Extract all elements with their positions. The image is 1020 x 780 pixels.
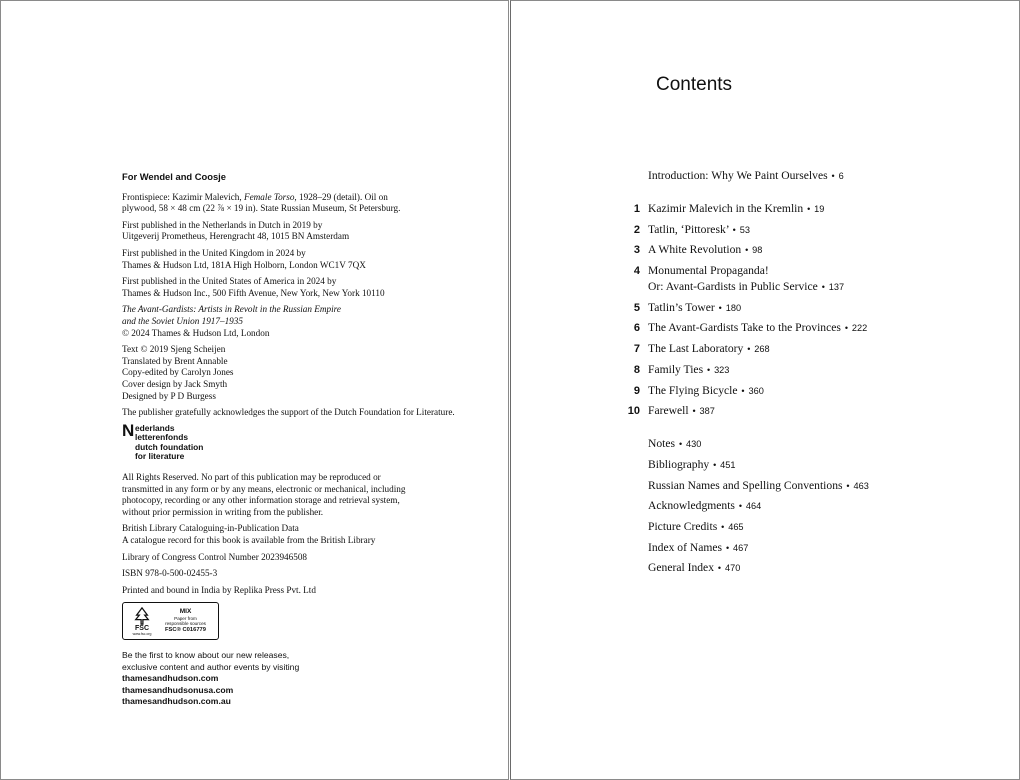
cip-data: British Library Cataloguing-in-Publication Data A catalogue record for this book is available from the British Library bbox=[122, 523, 376, 546]
page-number: 470 bbox=[724, 563, 741, 574]
page-number: 98 bbox=[752, 245, 763, 256]
page-number: 451 bbox=[720, 459, 736, 470]
page-number: 19 bbox=[814, 204, 825, 214]
imprint bbox=[122, 171, 462, 707]
chapter-title: Tatlin, ‘Pittoresk’ bbox=[648, 222, 729, 236]
back-matter-title: Index of Names bbox=[648, 540, 723, 554]
dedication: For Wendel and Coosje bbox=[122, 171, 227, 182]
chapter-number: 10 bbox=[627, 405, 640, 418]
toc-entry-chapter[interactable]: 2 Tatlin, ‘Pittoresk’ • 53 bbox=[611, 222, 971, 238]
chapter-list bbox=[611, 201, 971, 419]
back-matter-title: General Index bbox=[648, 561, 714, 575]
rights-statement: All Rights Reserved. No part of this publication may be reproduced or transmitted in any form or by any means, electronic or mechanical, including photocopy, recording or any other information storage and retrieval system, without prior permission in writing from the publisher. bbox=[122, 472, 406, 517]
chapter-title: The Flying Bicycle bbox=[648, 383, 738, 397]
page-number: 464 bbox=[745, 501, 762, 512]
chapter-number: 8 bbox=[633, 363, 640, 376]
frontispiece-credit: Frontispiece: Kazimir Malevich, Female Torso, 1928–29 (detail). Oil on plywood, 58 × 48 cm (22 ⅞ × 19 in). State Russian Museum, St Petersburg. bbox=[122, 191, 401, 214]
page-number: 463 bbox=[853, 480, 869, 491]
page-number: 467 bbox=[733, 542, 749, 553]
isbn: ISBN 978-0-500-02455-3 bbox=[122, 568, 218, 579]
toc-entry-chapter[interactable]: 1 Kazimir Malevich in the Kremlin • 19 bbox=[611, 201, 971, 217]
back-matter-title: Picture Credits bbox=[648, 519, 718, 533]
chapter-number: 1 bbox=[633, 203, 640, 215]
back-matter-list bbox=[611, 436, 971, 576]
loc-number: Library of Congress Control Number 2023946508 bbox=[122, 551, 308, 562]
chapter-subtitle: Or: Avant-Gardists in Public Service bbox=[648, 280, 818, 294]
toc-entry-introduction[interactable]: Introduction: Why We Paint Ourselves • 6 bbox=[648, 169, 844, 182]
title-copyright: The Avant-Gardists: Artists in Revolt in the Russian Empire and the Soviet Union 1917–1935 © 2024 Thames & Hudson Ltd, London bbox=[122, 304, 341, 338]
chapter-title: Farewell bbox=[648, 404, 689, 418]
nl-publication: First published in the Netherlands in Dutch in 2019 by Uitgeverij Prometheus, Herengracht 48, 1015 BN Amsterdam bbox=[122, 219, 350, 242]
chapter-title: Kazimir Malevich in the Kremlin bbox=[648, 202, 804, 215]
toc-entry-chapter[interactable]: 6 The Avant-Gardists Take to the Provinces • 222 bbox=[611, 320, 971, 336]
toc-entry-back-matter[interactable]: Russian Names and Spelling Conventions • 463 bbox=[648, 478, 869, 492]
page-number: 465 bbox=[728, 521, 744, 532]
toc-entry-chapter[interactable]: 10 Farewell • 387 bbox=[611, 403, 971, 419]
page-title: Contents bbox=[656, 74, 733, 95]
left-page bbox=[0, 0, 509, 780]
chapter-number: 7 bbox=[633, 343, 640, 356]
toc-entry-back-matter[interactable]: General Index • 470 bbox=[648, 561, 741, 575]
nederlands-letterenfonds-logo: N ederlands letterenfonds dutch foundation for literature bbox=[122, 420, 204, 462]
page-number: 323 bbox=[714, 364, 730, 375]
page-number: 6 bbox=[838, 171, 844, 181]
toc-entry-chapter[interactable]: 4 Monumental Propaganda! Or: Avant-Gardists in Public Service • 137 bbox=[611, 263, 971, 295]
toc-entry-chapter[interactable]: 9 The Flying Bicycle • 360 bbox=[611, 383, 971, 399]
chapter-title: The Avant-Gardists Take to the Provinces bbox=[648, 321, 841, 335]
page-number: 430 bbox=[686, 439, 702, 450]
chapter-title: Family Ties bbox=[648, 362, 704, 376]
credits: Text © 2019 Sjeng Scheijen Translated by Brent Annable Copy-edited by Carolyn Jones Cover design by Jack Smyth Designed by P D Burgess bbox=[122, 344, 234, 401]
toc-entry-back-matter[interactable]: Notes • 430 bbox=[648, 437, 702, 451]
toc-entry-back-matter[interactable]: Picture Credits • 465 bbox=[648, 519, 744, 533]
fsc-label: FSC www.fsc.org MIX Paper from responsible sources FSC® C016779 bbox=[122, 602, 219, 640]
page-number: 268 bbox=[754, 344, 770, 355]
table-of-contents bbox=[611, 168, 971, 581]
page-number: 137 bbox=[828, 282, 845, 293]
toc-entry-chapter[interactable]: 3 A White Revolution • 98 bbox=[611, 242, 971, 258]
page-number: 53 bbox=[739, 224, 750, 235]
chapter-number: 9 bbox=[633, 384, 640, 397]
chapter-title: Monumental Propaganda! bbox=[648, 264, 769, 278]
page-number: 387 bbox=[699, 406, 715, 417]
chapter-number: 4 bbox=[633, 265, 640, 278]
chapter-number: 2 bbox=[633, 223, 640, 236]
website-link[interactable]: thamesandhudson.com.au bbox=[122, 696, 231, 707]
us-publication: First published in the United States of America in 2024 by Thames & Hudson Inc., 500 Fifth Avenue, New York, New York 10110 bbox=[122, 276, 385, 298]
toc-entry-back-matter[interactable]: Acknowledgments • 464 bbox=[648, 499, 762, 513]
toc-entry-chapter[interactable]: 8 Family Ties • 323 bbox=[611, 362, 971, 378]
back-matter-title: Russian Names and Spelling Conventions bbox=[648, 478, 843, 492]
frontispiece-work-title: Female Torso bbox=[243, 191, 295, 202]
promo: Be the first to know about our new releases, exclusive content and author events by visiting thamesandhudson.com thamesandhudsonusa.com thamesandhudson.com.au bbox=[122, 650, 462, 707]
back-matter-title: Bibliography bbox=[648, 457, 710, 471]
page-number: 222 bbox=[851, 323, 868, 334]
toc-entry-chapter[interactable]: 5 Tatlin’s Tower • 180 bbox=[611, 300, 971, 316]
toc-entry-back-matter[interactable]: Bibliography • 451 bbox=[648, 457, 736, 471]
page-number: 180 bbox=[725, 302, 742, 313]
uk-publication: First published in the United Kingdom in 2024 by Thames & Hudson Ltd, 181A High Holborn, London WC1V 7QX bbox=[122, 247, 366, 270]
toc-entry-back-matter[interactable]: Index of Names • 467 bbox=[648, 540, 749, 554]
fsc-tree-icon bbox=[133, 607, 151, 625]
chapter-title: A White Revolution bbox=[648, 243, 742, 257]
chapter-number: 6 bbox=[633, 322, 640, 335]
right-page bbox=[510, 0, 1020, 780]
chapter-number: 5 bbox=[633, 301, 640, 314]
acknowledgement: The publisher gratefully acknowledges the support of the Dutch Foundation for Literature. bbox=[122, 407, 455, 418]
back-matter-title: Notes bbox=[648, 437, 676, 451]
chapter-title: The Last Laboratory bbox=[648, 342, 744, 356]
toc-entry-chapter[interactable]: 7 The Last Laboratory • 268 bbox=[611, 341, 971, 357]
printer: Printed and bound in India by Replika Press Pvt. Ltd bbox=[122, 584, 316, 595]
back-matter-title: Acknowledgments bbox=[648, 499, 735, 513]
chapter-number: 3 bbox=[633, 244, 640, 257]
chapter-title: Tatlin’s Tower bbox=[648, 300, 715, 314]
page-number: 360 bbox=[748, 385, 764, 396]
website-link[interactable]: thamesandhudson.com bbox=[122, 673, 219, 684]
website-link[interactable]: thamesandhudsonusa.com bbox=[122, 684, 234, 695]
